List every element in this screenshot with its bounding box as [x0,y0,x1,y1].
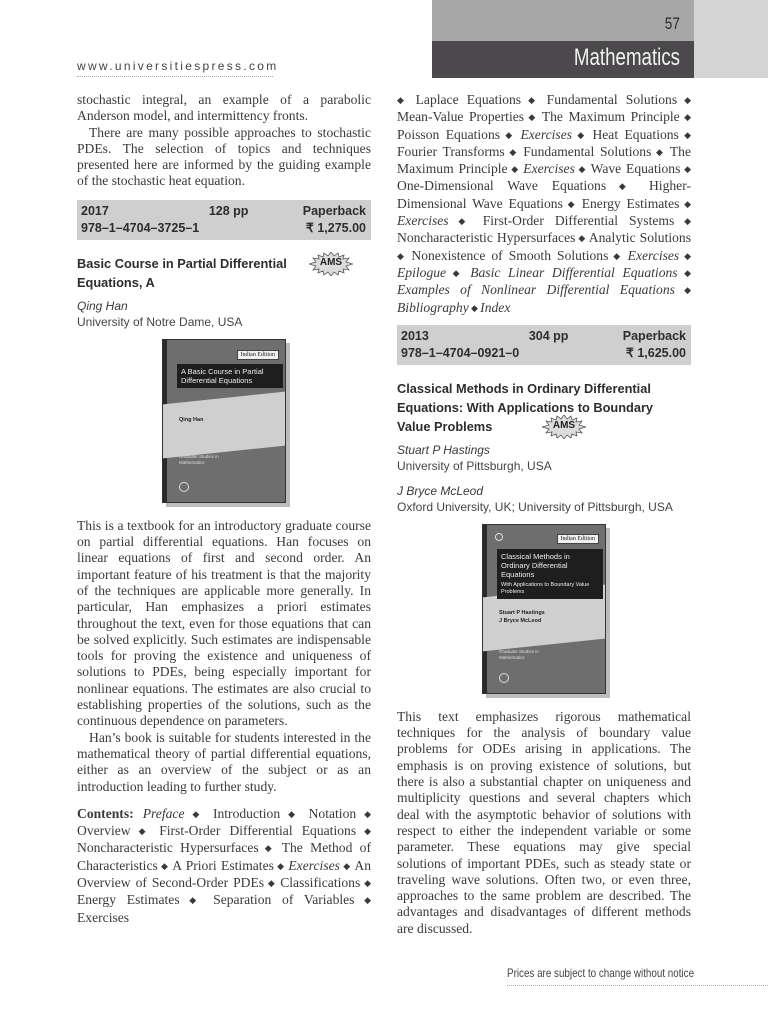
contents-item: Heat Equations [592,126,679,142]
ams-badge [542,415,586,439]
contents-item: Nonexistence of Smooth Solutions [411,247,609,263]
side-band [694,0,768,78]
contents-item: Higher-Dimensional Wave Equations [397,178,691,211]
contents-item: Energy Estimates [581,195,680,211]
contents-item: Fundamental Solutions [546,92,678,107]
diamond-separator-icon: ◆ [258,843,282,854]
contents-item: First-Order Differential Systems [482,213,675,229]
diamond-separator-icon: ◆ [679,250,692,261]
diamond-separator-icon: ◆ [504,146,524,157]
contents-item: Exercises [77,909,130,925]
contents-list [77,806,371,926]
book-title: Classical Methods in Ordinary Differential Equations: With Applications to Boundary Value Problems [397,380,654,434]
diamond-separator-icon: ◆ [606,181,649,192]
diamond-separator-icon: ◆ [572,129,593,140]
cover-image [482,524,606,694]
diamond-separator-icon: ◆ [179,895,214,906]
cover-edition: Indian Edition [557,534,600,544]
contents-item: A Priori Estimates [172,857,274,873]
contents-item: Basic Linear Differential Equations [470,264,678,280]
author-name: Stuart P Hastings [397,442,490,457]
contents-item: Exercises [627,247,680,263]
contents-item: Overview [77,823,131,839]
book-title: Basic Course in Partial Differential Equations, A [77,255,287,290]
cover-title: A Basic Course in Partial Differential Equations [177,364,283,388]
book-info-box [397,325,691,365]
cover-image [162,339,286,503]
author-affiliation: Oxford University, UK; University of Pittsburgh, USA [397,499,673,514]
contents-item: Noncharacteristic Hypersurfaces [397,230,576,246]
contents-item: Noncharacteristic Hypersurfaces [77,840,259,856]
author-affiliation: University of Notre Dame, USA [77,314,243,329]
contents-item: Laplace Equations [415,92,522,107]
contents-item: Poisson Equations [397,126,501,142]
diamond-separator-icon: ◆ [448,216,483,227]
cover-edition: Indian Edition [237,350,280,360]
diamond-separator-icon: ◆ [677,267,691,278]
description-paragraph: Han’s book is suitable for students interested in the mathematical theory of partial differential equations, either as an overview of the subject or as an introduction leading to further study. [77,729,371,794]
diamond-separator-icon: ◆ [157,860,173,871]
diamond-separator-icon: ◆ [678,129,692,140]
contents-items [397,92,691,315]
page-number: 57 [664,14,680,33]
diamond-separator-icon: ◆ [677,95,692,105]
contents-item: Notation [308,805,357,821]
cover-author: J Bryce McLeod [499,617,542,624]
diamond-separator-icon: ◆ [397,250,412,261]
contents-item: Wave Equations [590,161,681,177]
diamond-separator-icon: ◆ [500,129,521,140]
ams-logo-icon [499,673,509,683]
intro-paragraph: There are many possible approaches to stochastic PDEs. The selection of topics and techniques presented here are informed by the guiding example of the stochastic heat equation. [77,124,371,189]
cover-subtitle: With Applications to Boundary Value Problems [501,581,590,595]
diamond-separator-icon: ◆ [468,302,481,313]
diamond-separator-icon: ◆ [360,878,372,889]
contents-item: First-Order Differential Equations [159,823,357,839]
right-column [397,92,691,937]
diamond-separator-icon: ◆ [562,198,582,209]
contents-item: Examples of Nonlinear Differential Equations [397,282,675,298]
diamond-separator-icon: ◆ [574,164,591,175]
diamond-separator-icon: ◆ [446,267,471,278]
book-price: ₹ 1,625.00 [625,345,686,360]
contents-item: One-Dimensional Wave Equations [397,178,607,194]
diamond-separator-icon: ◆ [679,198,692,209]
diamond-separator-icon: ◆ [280,808,309,819]
cover-title-text: Classical Methods in Ordinary Differential Equations [501,551,570,579]
cover-author: Qing Han [179,416,204,423]
book-info-box [77,200,371,240]
ams-badge [309,252,353,276]
contents-item: Exercises [520,126,573,142]
author-affiliation: University of Pittsburgh, USA [397,458,552,473]
contents-item: Index [480,299,511,315]
cover-band [163,391,285,458]
description-paragraph: This is a textbook for an introductory graduate course on partial differential equations. Han focuses on linear equations of first and second order. An important feature of his treatment is that the majority of the techniques are applicable more generally. In particular, Han emphasizes a priori estimates throughout the text, even for those equations that can be solved explicitly. Such estimates are indispensable tools for proving the existence and uniqueness of solutions to PDEs, being especially important for nonlinear equations. The estimates are also crucial to establishing properties of the solutions, such as the continuous dependence on parameters. [77,517,371,729]
contents-item: Epilogue [397,264,447,280]
book-heading [397,379,691,436]
ams-badge-label: AMS [552,419,576,431]
contents-item: The Maximum Principle [397,143,692,177]
book-pages: 128 pp [208,203,249,218]
diamond-separator-icon: ◆ [674,285,692,296]
diamond-separator-icon: ◆ [507,164,524,175]
book-binding: Paperback [622,328,686,343]
contents-item: Separation of Variables [213,892,355,908]
diamond-separator-icon: ◆ [356,826,371,837]
diamond-separator-icon: ◆ [575,233,589,244]
book-cover [397,524,691,694]
diamond-separator-icon: ◆ [130,826,160,837]
contents-item: Exercises [397,213,449,229]
contents-item: The Method of Characteristics [77,840,372,873]
header-tab-light [432,0,694,41]
author-block [397,442,691,515]
contents-items [77,806,371,925]
diamond-separator-icon: ◆ [339,860,355,871]
contents-item: Exercises [288,857,340,873]
ams-logo-icon [495,533,503,541]
contents-item: Preface [142,805,185,821]
diamond-separator-icon: ◆ [356,808,372,819]
contents-item: Mean-Value Properties [397,109,525,125]
book-description [77,518,371,795]
contents-item: Fundamental Solutions [523,143,652,159]
diamond-separator-icon: ◆ [264,878,281,889]
diamond-separator-icon: ◆ [354,895,372,906]
contents-item: Classifications [280,875,361,891]
contents-item: An Overview of Second-Order PDEs [77,857,372,891]
footer-divider [507,985,768,986]
book-isbn: 978–1–4704–0921–0 [401,345,520,360]
website-url[interactable]: www.universitiespress.com [77,59,273,77]
section-title: Mathematics [573,44,680,71]
diamond-separator-icon: ◆ [651,146,670,157]
cover-title [497,549,603,599]
author-block [77,298,371,330]
description-paragraph: This text emphasizes rigorous mathematical techniques for the analysis of boundary value problems for ODEs arising in applications. The emphasis is on proving existence of solutions, but there is also a substantial chapter on uniqueness and multiplicity questions and several chapters which deal with the asymptotic behavior of solutions with respect to either the independent variable or some parameter. These equations may give special solutions of important PDEs, such as steady state or traveling wave solutions. Often two, or even three, approaches to the same problem are described. The advantages and disadvantages of different methods are discussed. [397,708,691,936]
contents-item: Exercises [523,161,575,177]
intro-paragraph: stochastic integral, an example of a parabolic Anderson model, and intermittency fronts. [77,92,371,124]
book-year: 2013 [401,328,429,343]
diamond-separator-icon: ◆ [680,164,692,175]
ams-badge-label: AMS [319,256,343,268]
contents-item: Fourier Transforms [397,143,505,159]
cover-author: Stuart P Hastings [499,609,545,616]
book-pages: 304 pp [528,328,569,343]
diamond-separator-icon: ◆ [521,95,547,105]
diamond-separator-icon: ◆ [184,808,213,819]
contents-label: Contents: [77,805,134,821]
contents-item: Introduction [212,805,281,821]
diamond-separator-icon: ◆ [674,216,691,227]
left-column [77,92,371,926]
author-name: Qing Han [77,298,128,313]
contents-item: Energy Estimates [77,892,180,908]
book-year: 2017 [81,203,109,218]
diamond-separator-icon: ◆ [679,112,692,123]
contents-item: Analytic Solutions [588,230,692,246]
ams-logo-icon [179,482,189,492]
contents-item: Bibliography [397,299,469,315]
diamond-separator-icon: ◆ [397,95,416,105]
diamond-separator-icon: ◆ [273,860,289,871]
cover-series: Graduate Studies in Mathematics [499,648,539,660]
author-name: J Bryce McLeod [397,483,484,498]
contents-list-continued [397,92,691,317]
book-isbn: 978–1–4704–3725–1 [81,220,200,235]
book-cover [77,339,371,503]
diamond-separator-icon: ◆ [608,250,628,261]
diamond-separator-icon: ◆ [524,112,542,123]
cover-series: Graduate Studies in Mathematics [179,453,219,465]
contents-item: The Maximum Principle [541,109,680,125]
book-price: ₹ 1,275.00 [305,220,366,235]
book-heading [77,254,371,292]
book-binding: Paperback [302,203,366,218]
price-notice: Prices are subject to change without notice [507,966,695,980]
